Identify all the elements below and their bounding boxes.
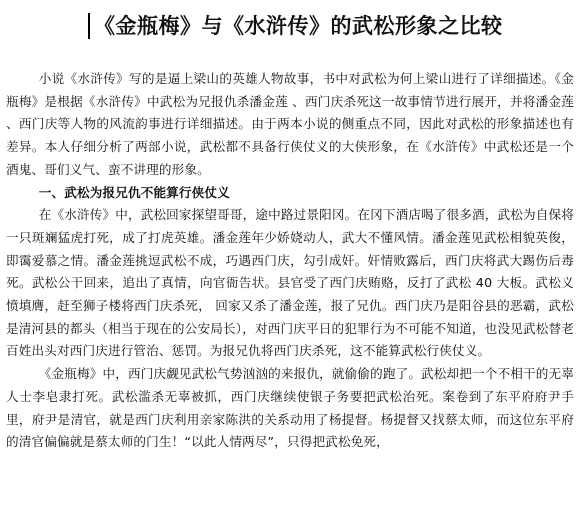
document-title: 《金瓶梅》与《水浒传》的武松形象之比较 [94, 13, 503, 38]
body-paragraph-1: 在《水浒传》中，武松回家探望哥哥，途中路过景阳冈。在冈下酒店喝了很多酒，武松为自保将一只斑斓猛虎打死，成了打虎英雄。潘金莲年少娇娆动人，武大不懂风情。潘金莲见武松相貌英俊，即霭爱慕之情。潘金莲挑逗武松不成，巧遇西门庆，勾引成奸。奸情败露后，西门庆将武大踢伤后毒死。武松公干回来，追出了真情，向官衙告状。县官受了西门庆贿赂，反打了武松 40 大板。武松义愤填膺，赶至狮子楼将西门庆杀死， 回家又杀了潘金莲，报了兄仇。西门庆乃是阳谷县的恶霸，武松是清河县的都头（相当于现在的公安局长），对西门庆平日的犯罪行为不可能不知道，也没见武松替老百姓出头对西门庆进行管治、惩罚。为报兄仇将西门庆杀死，这不能算武松行侠仗义。 [6, 207, 574, 359]
intro-paragraph: 小说《水浒传》写的是逼上梁山的英雄人物故事，书中对武松为何上梁山进行了详细描述。《金瓶梅》是根据《水浒传》中武松为兄报仇杀潘金莲 、西门庆杀死这一故事情节进行展开，并将潘金莲 、西门庆等人物的风流韵事进行详细描述。由于两本小说的侧重点不同，因此对武松的形象描述也有差异。本人仔细分析了两部小说，武松都不具备行侠仗义的大侠形象，在《水浒传》中武松还是一个酒鬼、哥们义气、蛮不讲理的形象。 [6, 71, 574, 177]
document-body [6, 68, 574, 454]
body-paragraph-2: 《金瓶梅》中，西门庆觑见武松气势汹汹的来报仇，就偷偷的跑了。武松却把一个不相干的无辜人士李皂隶打死。武松滥杀无辜被抓，西门庆继续使银子务要把武松治死。案卷到了东平府府尹手里，府尹是清官，就是西门庆利用亲家陈洪的关系动用了杨提督。杨提督又找蔡太师，而这位东平府的清官偏偏就是蔡太师的门生！“以此人情两尽”，只得把武松免死， [6, 366, 574, 450]
section-heading: 一、武松为报兄仇不能算行侠仗义 [38, 184, 230, 200]
title-marker [88, 13, 90, 39]
